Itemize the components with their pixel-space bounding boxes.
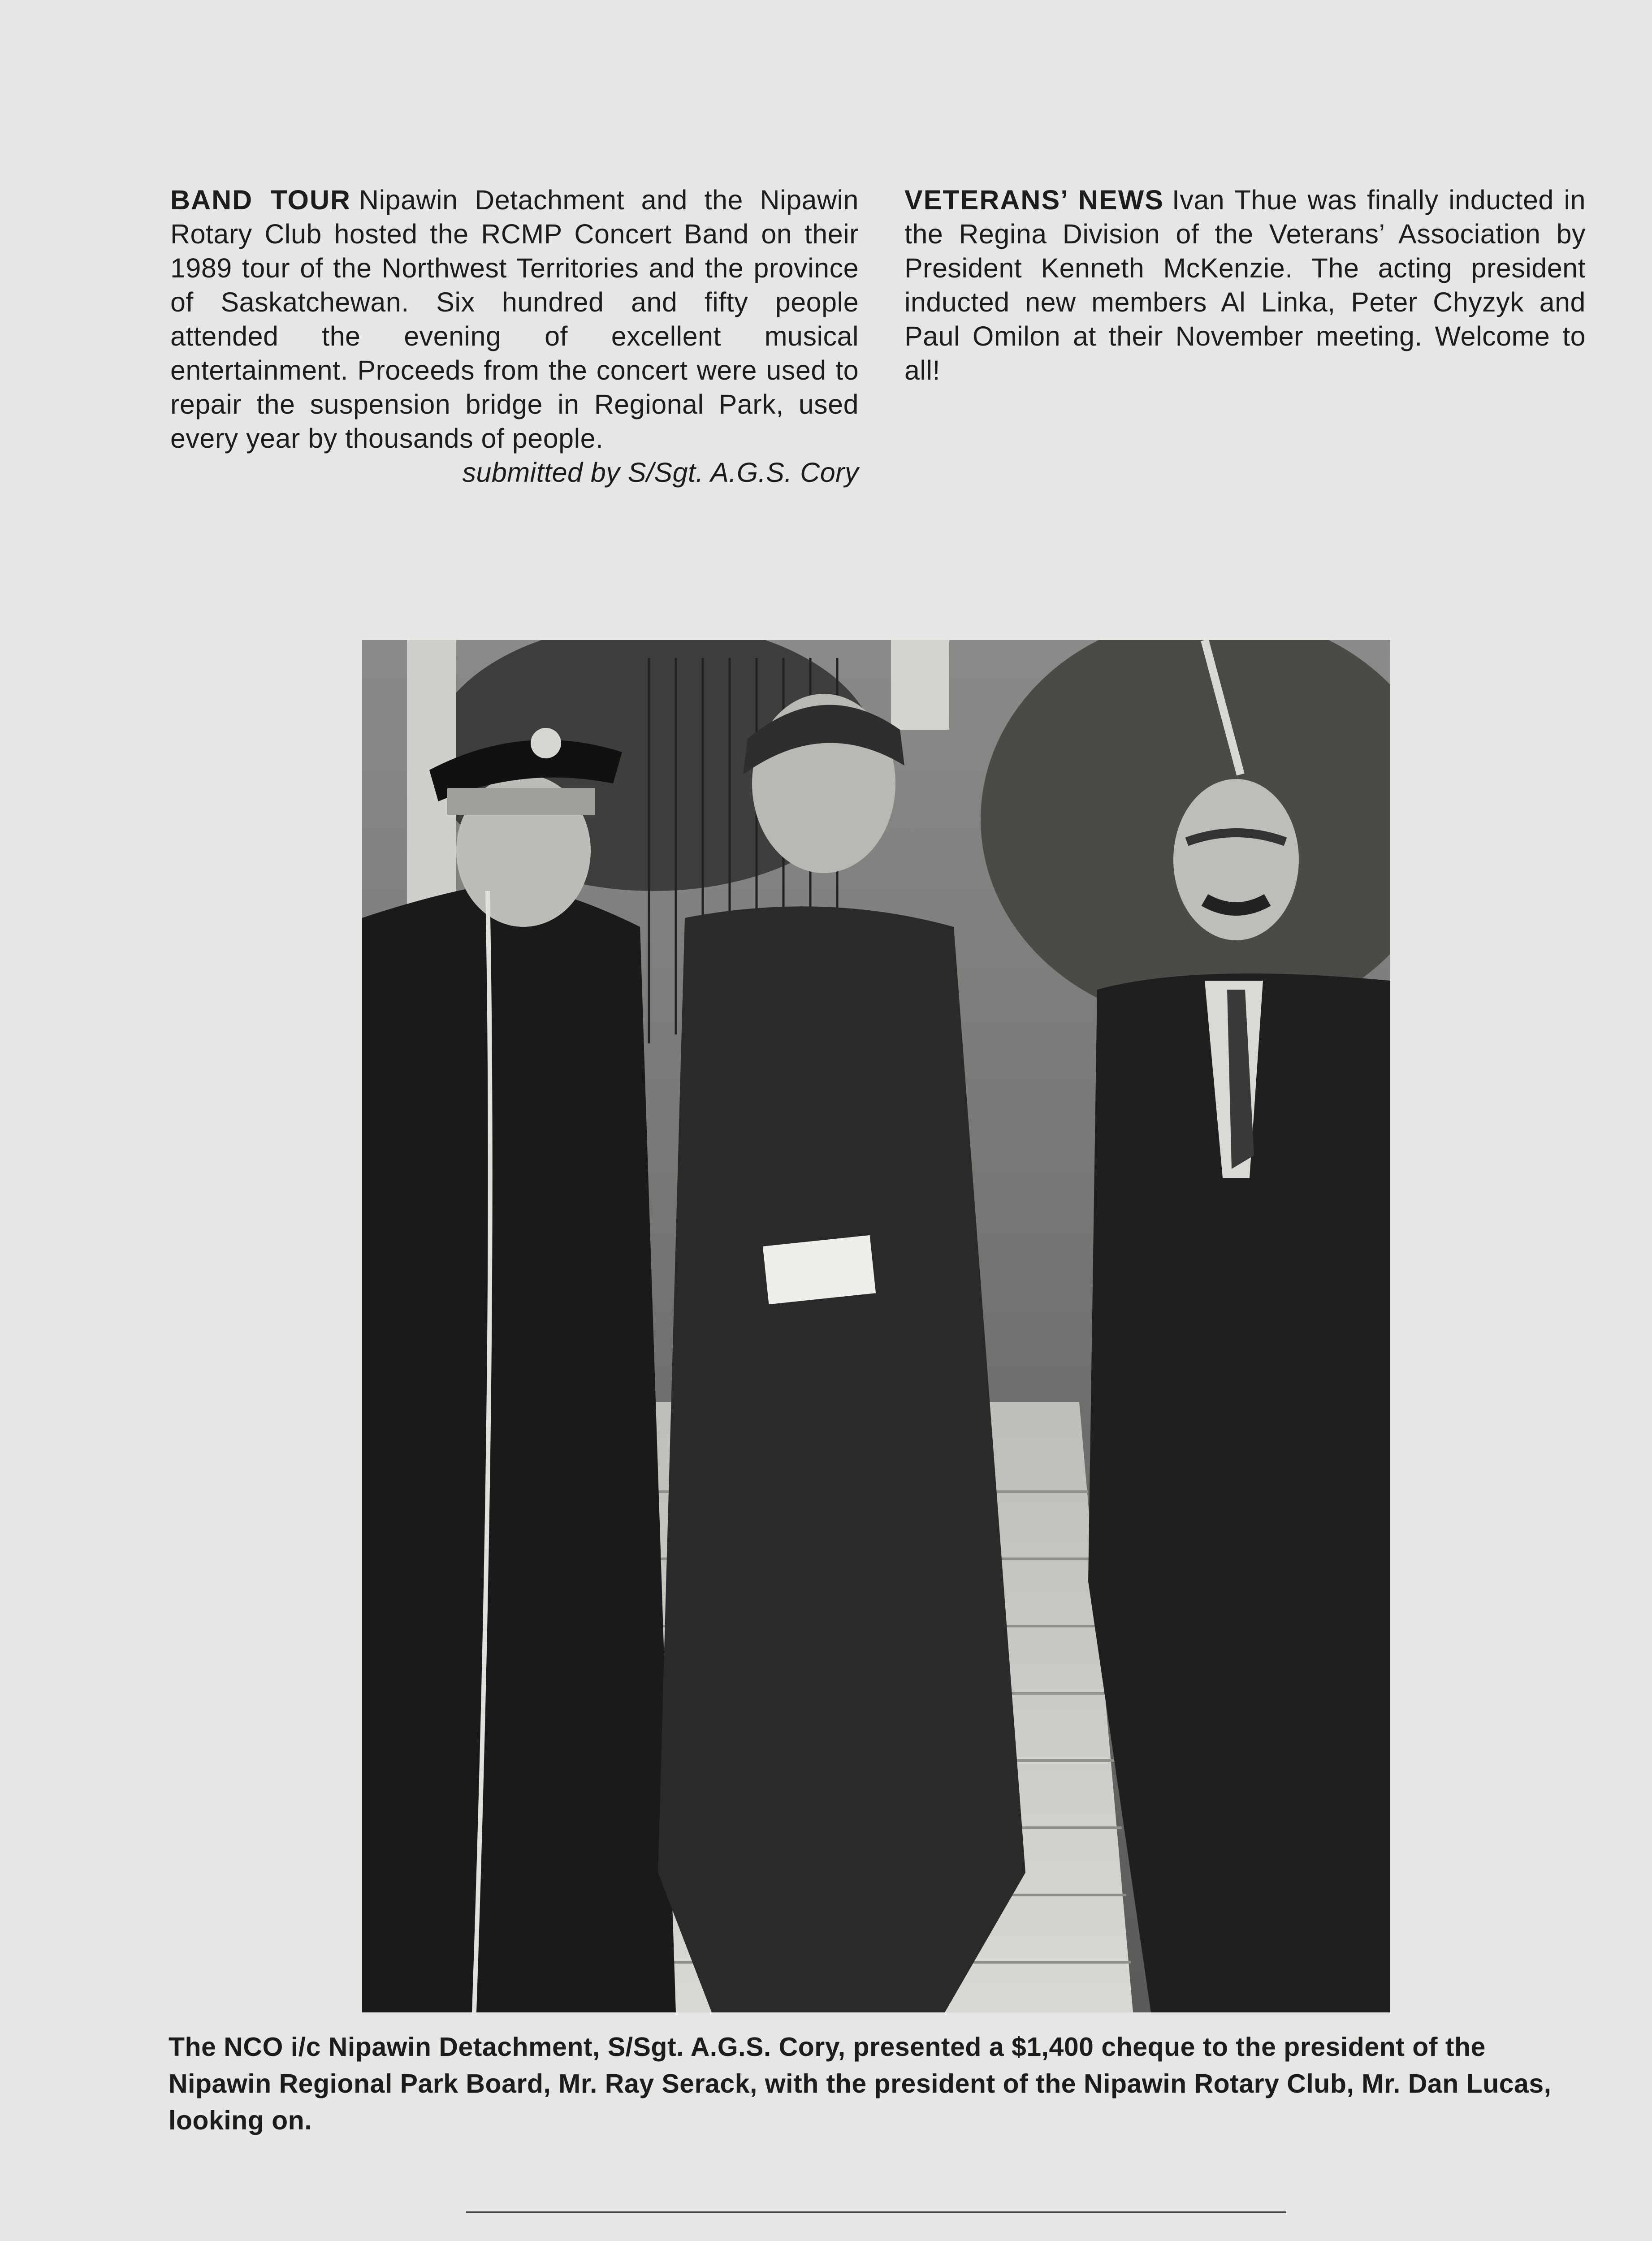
bridge-tower-right: [891, 640, 949, 730]
photo-illustration: [362, 640, 1390, 2012]
cheque: [763, 1235, 876, 1304]
band-tour-heading: BAND TOUR: [170, 185, 351, 215]
band-tour-body: Nipawin Detachment and the Nipawin Rotary Club hosted the RCMP Concert Band on their 1989 tour of the Northwest Territories and the province of Saskatchewan. Six hundred and fifty people attended the evening of excellent musical entertainment. Proceeds from the concert were used to repair the suspension bridge in Regional Park, used every year by thousands of people.: [170, 185, 859, 454]
veterans-news-body: Ivan Thue was finally inducted in the Regina Division of the Veterans’ Association by President Kenneth McKenzie. The acting president inducted new members Al Linka, Peter Chyzyk and Paul Omilon at their November meeting. Welcome to all!: [904, 185, 1586, 385]
horizontal-rule: [466, 2211, 1286, 2213]
band-tour-paragraph: [170, 183, 859, 455]
veterans-news-paragraph: [904, 183, 1586, 387]
veterans-news-heading: VETERANS’ NEWS: [904, 185, 1164, 215]
veterans-news-article: [904, 183, 1586, 387]
photo-caption: The NCO i/c Nipawin Detachment, S/Sgt. A.G.S. Cory, presented a $1,400 cheque to the president of the Nipawin Regional Park Board, Mr. Ray Serack, with the president of the Nipawin Rotary Club, Mr. Dan Lucas, looking on.: [169, 2032, 1552, 2135]
band-tour-article: [170, 183, 859, 489]
cheque-presentation-photo: [362, 640, 1390, 2012]
band-tour-submitted-by: submitted by S/Sgt. A.G.S. Cory: [462, 457, 859, 488]
